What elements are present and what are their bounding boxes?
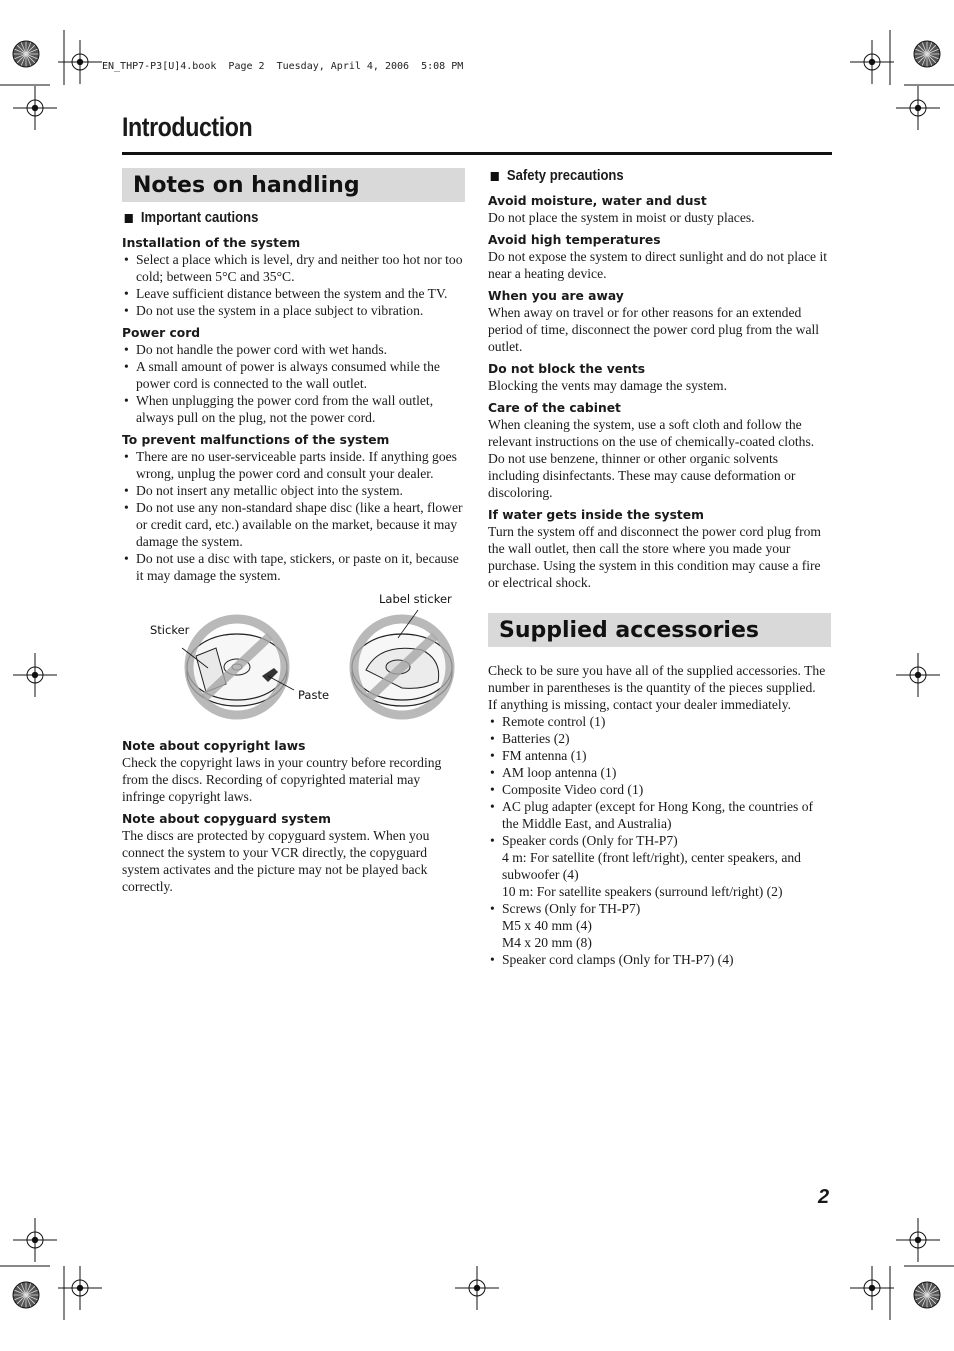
heading-malfunctions: To prevent malfunctions of the system: [122, 433, 390, 447]
list-item: • There are no user-serviceable parts inside. If anything goes wrong, unplug the power cord and consult your dealer.: [122, 448, 465, 482]
list-item: • Batteries (2): [488, 730, 831, 747]
accessories-missing-note: If anything is missing, contact your dealer immediately.: [488, 697, 792, 712]
list-item: • AC plug adapter (except for Hong Kong, the countries of the Middle East, and Australia): [488, 798, 831, 832]
speaker-cord-10m: 10 m: For satellite speakers (surround left/right) (2): [502, 884, 783, 899]
subhead-important-cautions: [122, 210, 431, 227]
copyright-text: Check the copyright laws in your country before recording from the discs. Recording of copyrighted material may infringe copyright laws.: [122, 755, 442, 804]
screw-m5: M5 x 40 mm (4): [502, 918, 592, 933]
accessories-intro: Check to be sure you have all of the supplied accessories. The number in parentheses is the quantity of the pieces supplied.: [488, 663, 826, 695]
heading-power-cord: Power cord: [122, 326, 201, 340]
list-item: • Leave sufficient distance between the system and the TV.: [122, 285, 465, 302]
subhead-safety-precautions: [488, 168, 797, 185]
screws-label: • Screws (Only for TH-P7): [502, 901, 641, 916]
book-info-line: EN_THP7-P3[U]4.book Page 2 Tuesday, April 4, 2006 5:08 PM: [102, 61, 464, 72]
speaker-cords-label: • Speaker cords (Only for TH-P7): [502, 833, 678, 848]
section-title-accessories: Supplied accessories: [488, 613, 831, 647]
list-item-screws: [488, 900, 831, 951]
disc-warning-illustration: [122, 592, 465, 730]
page-title: Introduction: [122, 112, 253, 142]
heading-cabinet: Care of the cabinet: [488, 401, 621, 415]
disc-with-label-sticker-icon: [352, 610, 452, 715]
list-item: • Do not use any non-standard shape disc (like a heart, flower or credit card, etc.) available on the market, because it may damage the system.: [122, 499, 465, 550]
list-item-speaker-cords: [488, 832, 831, 900]
section-title-notes: Notes on handling: [122, 168, 465, 202]
speaker-cord-4m: 4 m: For satellite (front left/right), center speakers, and subwoofer (4): [502, 850, 801, 882]
list-item: • A small amount of power is always consumed while the power cord is connected to the wall outlet.: [122, 358, 465, 392]
temperatures-text: Do not expose the system to direct sunlight and do not place it near a heating device.: [488, 249, 828, 281]
list-item: • FM antenna (1): [488, 747, 831, 764]
installation-list: [122, 251, 465, 319]
heading-away: When you are away: [488, 289, 624, 303]
cabinet-text: When cleaning the system, use a soft cloth and follow the relevant instructions on the use of chemically-coated cloths. Do not use benzene, thinner or other organic solvents including disinfectants. These may cause deformation or discoloring.: [488, 417, 815, 500]
heading-water: If water gets inside the system: [488, 508, 704, 522]
title-rule: [122, 152, 832, 155]
list-item: • Do not use a disc with tape, stickers, or paste on it, because it may damage the system.: [122, 550, 465, 584]
list-item: • Select a place which is level, dry and neither too hot nor too cold; between 5°C and 35°C.: [122, 251, 465, 285]
disc-with-sticker-icon: [182, 619, 294, 715]
list-item: • Do not handle the power cord with wet hands.: [122, 341, 465, 358]
power-cord-list: [122, 341, 465, 426]
heading-copyguard: Note about copyguard system: [122, 812, 331, 826]
moisture-text: Do not place the system in moist or dusty places.: [488, 210, 755, 225]
subhead-label: Important cautions: [140, 210, 259, 226]
screw-m4: M4 x 20 mm (8): [502, 935, 592, 950]
square-bullet-icon: [491, 172, 499, 181]
page-number: 2: [818, 1186, 830, 1208]
away-text: When away on travel or for other reasons for an extended period of time, disconnect the power cord plug from the wall outlet.: [488, 305, 820, 354]
vents-text: Blocking the vents may damage the system.: [488, 378, 727, 393]
heading-installation: Installation of the system: [122, 236, 301, 250]
list-item: • When unplugging the power cord from the wall outlet, always pull on the plug, not the power cord.: [122, 392, 465, 426]
heading-copyright: Note about copyright laws: [122, 739, 306, 753]
list-item: • Do not use the system in a place subject to vibration.: [122, 302, 465, 319]
list-item: • Remote control (1): [488, 713, 831, 730]
list-item: • Speaker cord clamps (Only for TH-P7) (4): [488, 951, 831, 968]
subhead-label: Safety precautions: [506, 168, 624, 184]
heading-vents: Do not block the vents: [488, 362, 646, 376]
sticker-label: Sticker: [150, 623, 190, 637]
copyguard-text: The discs are protected by copyguard system. When you connect the system to your VCR directly, the copyguard system activates and the picture may not be played back correctly.: [122, 828, 430, 894]
prohibited-discs-drawing: [122, 598, 465, 730]
water-text: Turn the system off and disconnect the power cord plug from the wall outlet, then call the store where you made your purchase. Using the system in this condition may cause a fire or electrical shock.: [488, 524, 821, 590]
list-item: • Do not insert any metallic object into the system.: [122, 482, 465, 499]
square-bullet-icon: [125, 214, 133, 223]
list-item: • AM loop antenna (1): [488, 764, 831, 781]
list-item: • Composite Video cord (1): [488, 781, 831, 798]
heading-temperatures: Avoid high temperatures: [488, 233, 661, 247]
accessories-list: [488, 713, 831, 968]
malfunction-list: [122, 448, 465, 584]
left-column: [122, 168, 465, 895]
label-sticker-label: Label sticker: [379, 592, 452, 606]
paste-label: Paste: [298, 688, 330, 702]
right-column: [488, 168, 831, 968]
heading-moisture: Avoid moisture, water and dust: [488, 194, 707, 208]
